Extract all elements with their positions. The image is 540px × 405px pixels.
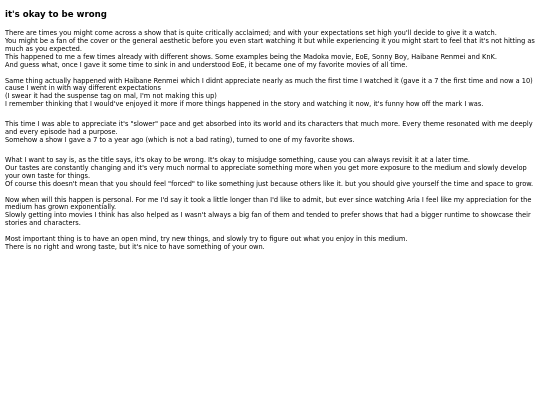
- paragraph-line: And guess what, once I gave it some time to sink in and understood EoE, it became one of my favorite movies of all time.: [5, 60, 408, 69]
- page-title: it's okay to be wrong: [5, 10, 107, 20]
- paragraph-line: There are times you might come across a show that is quite critically acclaimed; and with your expectations set high you'll decide to give it a watch.: [5, 29, 497, 37]
- paragraph-5: [5, 197, 535, 229]
- paragraph-3: [5, 121, 535, 145]
- paragraph-line: What I want to say is, as the title says, it's okay to be wrong. It's okay to misjudge something, cause you can always revisit it at a later time.: [5, 155, 471, 164]
- paragraph-4: [5, 157, 535, 189]
- paragraph-line: Same thing actually happened with Haibane Renmei which I didnt appreciate nearly as much the first time I watched it (gave it a 7 the first time and now a 10) cause I went in with way different expectations: [5, 76, 533, 93]
- paragraph-line: (I swear it had the suspense tag on mal, I'm not making this up): [5, 92, 217, 101]
- paragraph-line: Most important thing is to have an open mind, try new things, and slowly try to figure out what you enjoy in this medium.: [5, 235, 408, 244]
- paragraph-line: Now when will this happen is personal. For me I'd say it took a little longer than I'd like to admit, but ever since watching Aria I feel like my appreciation for the medium has grown exponentially.: [5, 195, 532, 212]
- paragraph-line: This happened to me a few times already with different shows. Some examples being the Madoka movie, EoE, Sonny Boy, Haibane Renmei and KnK.: [5, 52, 497, 61]
- paragraph-line: Our tastes are constantly changing and it's very much normal to appreciate something more when you get more exposure to the medium and slowly develop your own taste for things.: [5, 163, 527, 180]
- paragraph-line: You might be a fan of the cover or the general aesthetic before you even start watching it but while experiencing it you might start to feel that it's not hitting as much as you expected.: [5, 36, 535, 53]
- paragraph-1: [5, 30, 535, 70]
- paragraph-2: [5, 78, 535, 110]
- paragraph-6: [5, 236, 535, 252]
- paragraph-line: Of course this doesn't mean that you should feel "forced" to like something just because others like it. but you should give yourself the time and space to grow.: [5, 179, 534, 188]
- paragraph-line: Somehow a show I gave a 7 to a year ago (which is not a bad rating), turned to one of my favorite shows.: [5, 135, 355, 144]
- paragraph-line: This time I was able to appreciate it's "slower" pace and get absorbed into its world and its characters that much more. Every theme resonated with me deeply and every episode had a purpose.: [5, 120, 533, 137]
- paragraph-line: There is no right and wrong taste, but it's nice to have something of your own.: [5, 243, 265, 252]
- paragraph-line: I remember thinking that I would've enjoyed it more if more things happened in the story and watching it now, it's funny how off the mark I was.: [5, 100, 484, 109]
- paragraph-line: Slowly getting into movies I think has also helped as I wasn't always a big fan of them and tended to prefer shows that had a bigger runtime to showcase their stories and characters.: [5, 211, 531, 228]
